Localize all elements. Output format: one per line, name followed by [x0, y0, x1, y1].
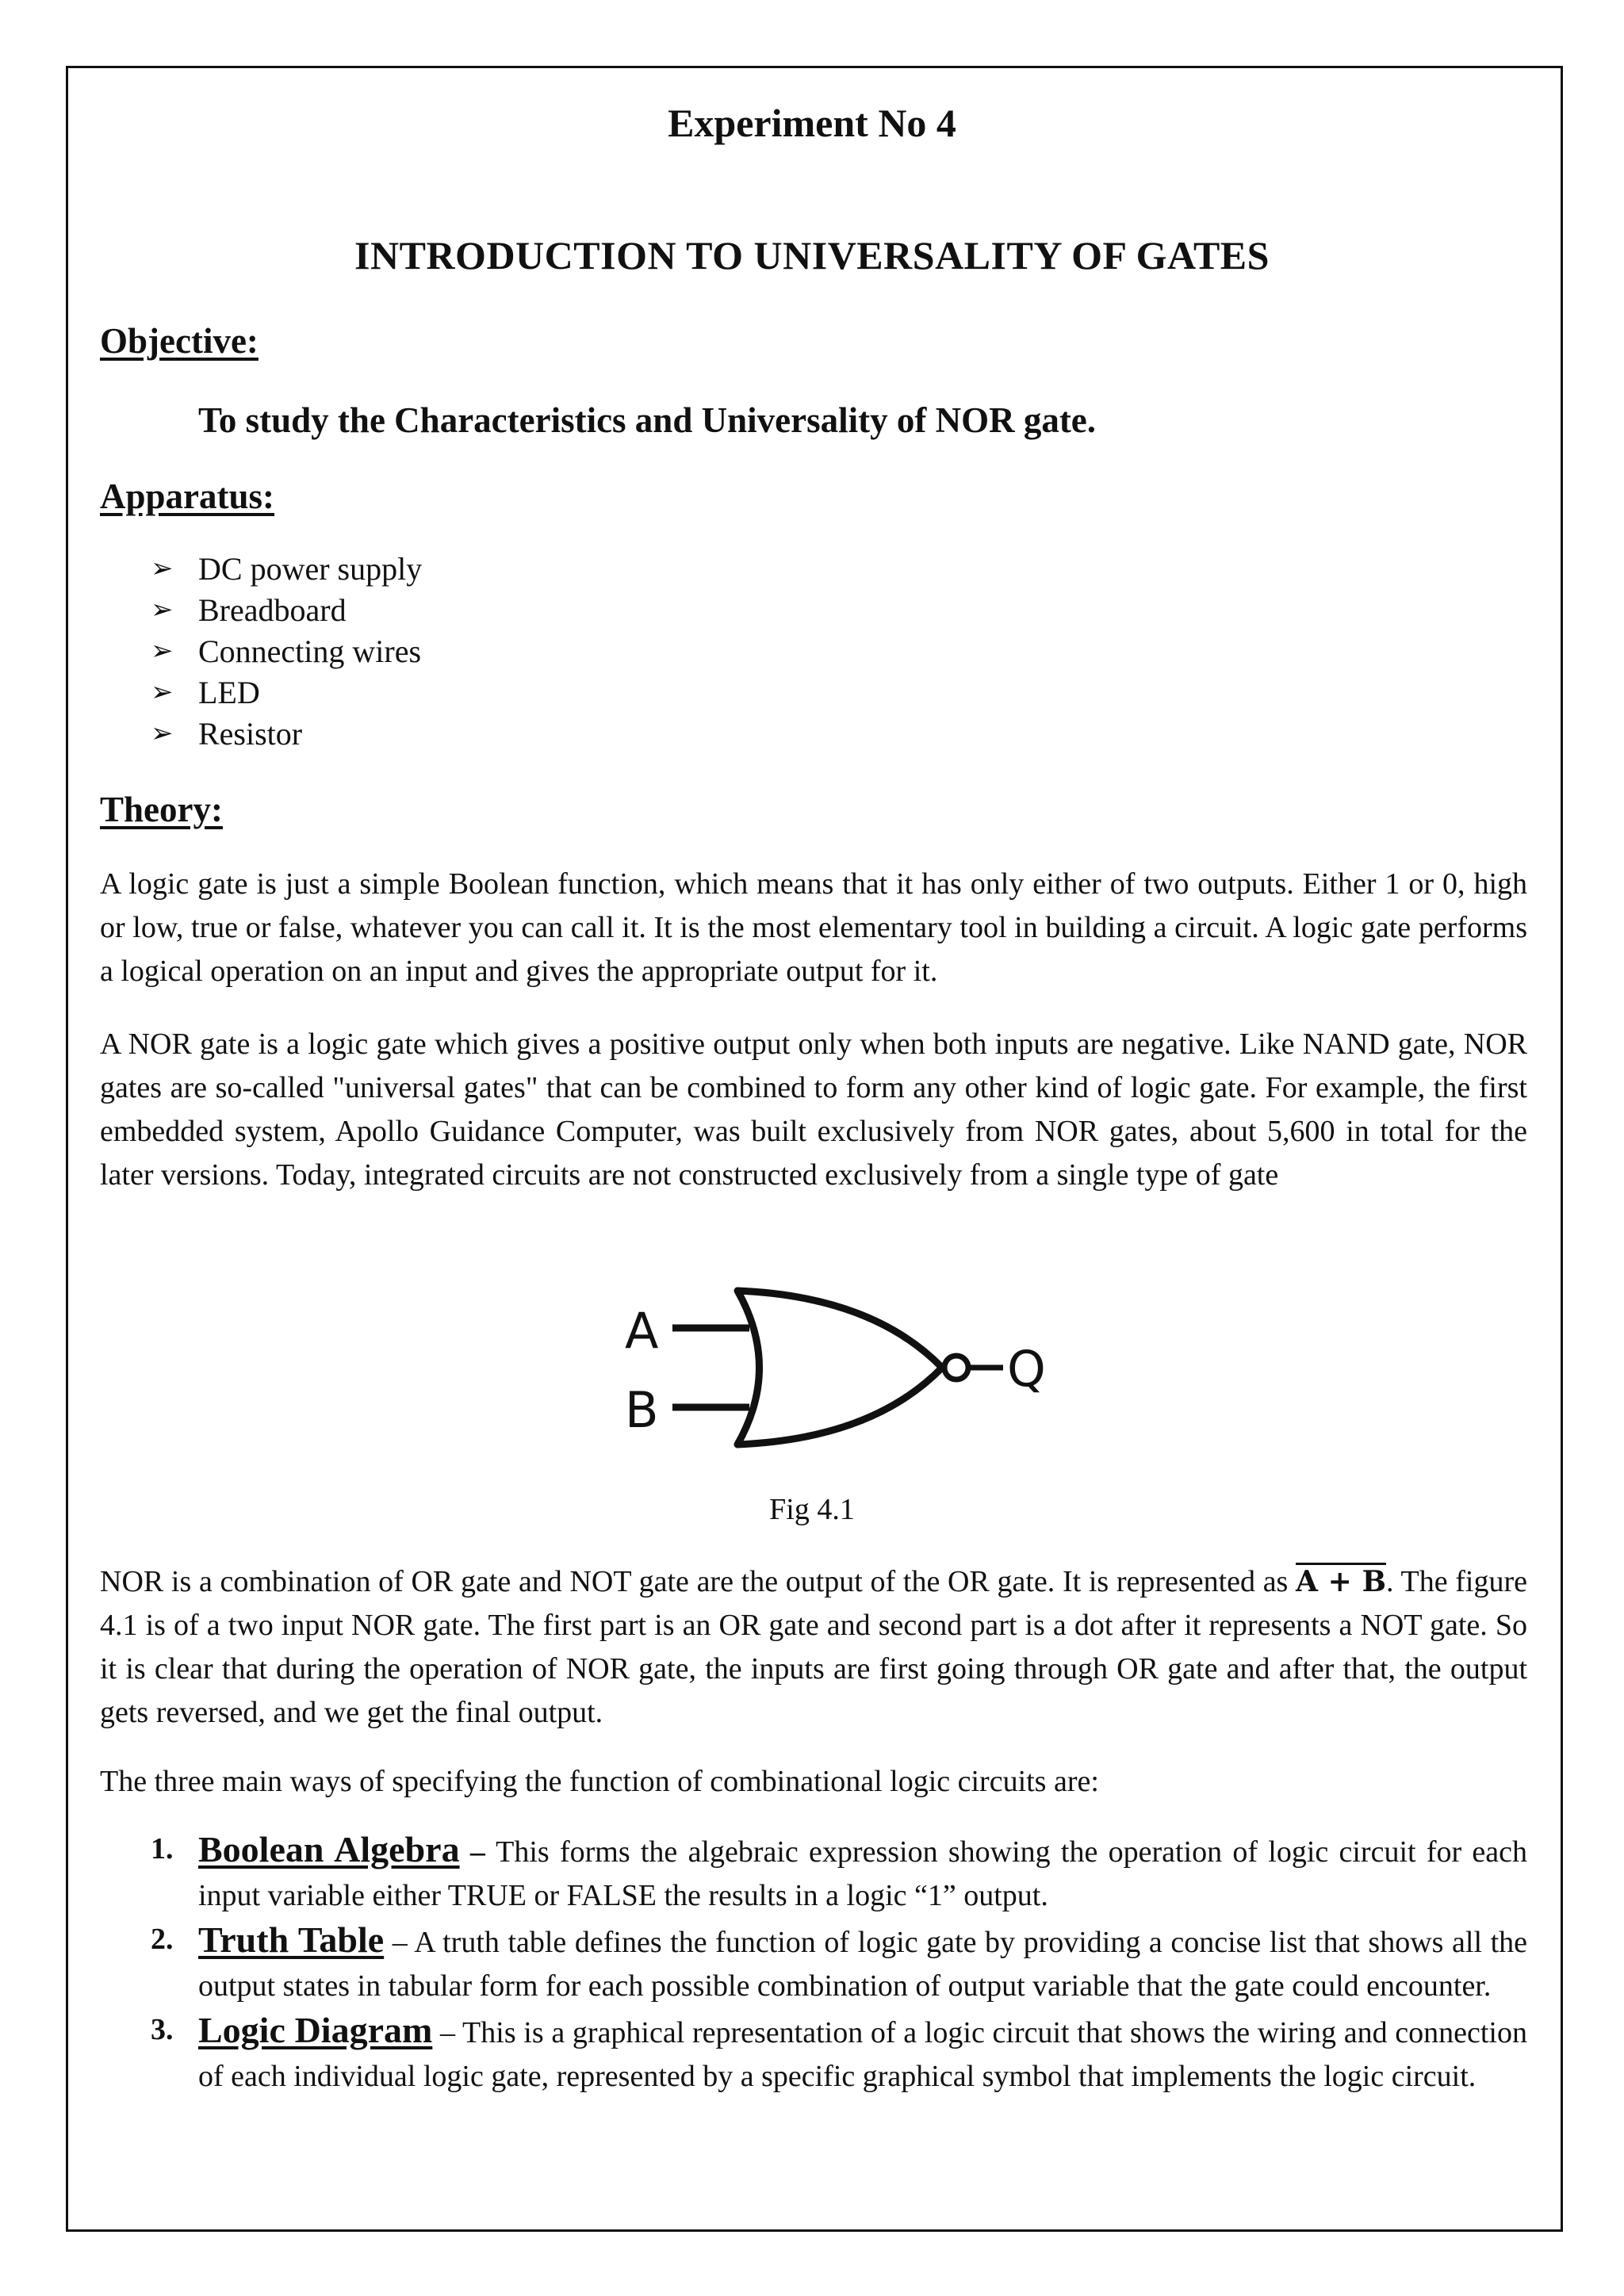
apparatus-heading: Apparatus:: [100, 476, 275, 516]
nor-expression: A + B: [1296, 1565, 1386, 1598]
objective-text: To study the Characteristics and Universality of NOR gate.: [198, 400, 1097, 440]
input-b-label: B: [625, 1381, 659, 1439]
list-item: ➢ Breadboard: [151, 590, 422, 631]
list-item: ➢ Connecting wires: [151, 631, 422, 672]
theory-paragraph-1: A logic gate is just a simple Boolean function, which means that it has only either of two outputs. Either 1 or 0, high or low, true or false, whatever you can call it. It is the most elementary tool in building a circuit. A logic gate performs a logical operation on an input and gives the appropriate output for it.: [100, 867, 1527, 988]
arrowhead-bullet-icon: ➢: [151, 719, 174, 748]
input-a-label: A: [625, 1302, 659, 1360]
apparatus-list: [151, 549, 422, 755]
list-item: 3. Logic Diagram – This is a graphical representation of a logic circuit that shows the wiring and connection of each individual logic gate, represented by a specific graphical symbol that implements the logic circuit.: [151, 2010, 1527, 2093]
list-item: 1. Boolean Algebra – This forms the algebraic expression showing the operation of logic circuit for each input variable either TRUE or FALSE the results in a logic “1” output.: [151, 1829, 1527, 1912]
method-term: Boolean Algebra: [198, 1829, 460, 1869]
not-bubble: [944, 1356, 968, 1380]
list-item: 2. Truth Table – A truth table defines the function of logic gate by providing a concise list that shows all the output states in tabular form for each possible combination of output variable that the gate could encounter.: [151, 1919, 1527, 2003]
methods-list: [151, 1827, 1527, 2099]
theory-paragraph-3: NOR is a combination of OR gate and NOT gate are the output of the OR gate. It is represented as A + B. The figure 4.1 is of a two input NOR gate. The first part is an OR gate and second part is a dot after it represents a NOT gate. So it is clear that during the operation of NOR gate, the inputs are first going through OR gate and after that, the output gets reversed, and we get the final output.: [100, 1565, 1527, 1729]
theory-paragraph-4: The three main ways of specifying the function of combinational logic circuits are:: [100, 1765, 1099, 1798]
list-item: ➢ Resistor: [151, 714, 422, 755]
nor-gate-diagram: [603, 1269, 1046, 1467]
figure-caption: Fig 4.1: [769, 1493, 855, 1526]
arrowhead-bullet-icon: ➢: [151, 595, 174, 625]
list-item: ➢ LED: [151, 672, 422, 714]
objective-heading: Objective:: [100, 321, 259, 361]
arrowhead-bullet-icon: ➢: [151, 678, 174, 707]
output-q-label: Q: [1007, 1340, 1046, 1398]
page-subtitle: INTRODUCTION TO UNIVERSALITY OF GATES: [354, 233, 1270, 277]
page-title: Experiment No 4: [668, 101, 956, 145]
method-term: Truth Table: [198, 1919, 385, 1960]
list-item: ➢ DC power supply: [151, 549, 422, 590]
or-gate-body: [737, 1291, 942, 1445]
arrowhead-bullet-icon: ➢: [151, 637, 174, 666]
method-term: Logic Diagram: [198, 2010, 433, 2050]
arrowhead-bullet-icon: ➢: [151, 554, 174, 584]
theory-paragraph-2: A NOR gate is a logic gate which gives a positive output only when both inputs are negative. Like NAND gate, NOR gates are so-called "universal gates" that can be combined to form any other kind of logic gate. For example, the first embedded system, Apollo Guidance Computer, was built exclusively from NOR gates, about 5,600 in total for the later versions. Today, integrated circuits are not constructed exclusively from a single type of gate: [100, 1027, 1527, 1192]
theory-heading: Theory:: [100, 790, 223, 829]
